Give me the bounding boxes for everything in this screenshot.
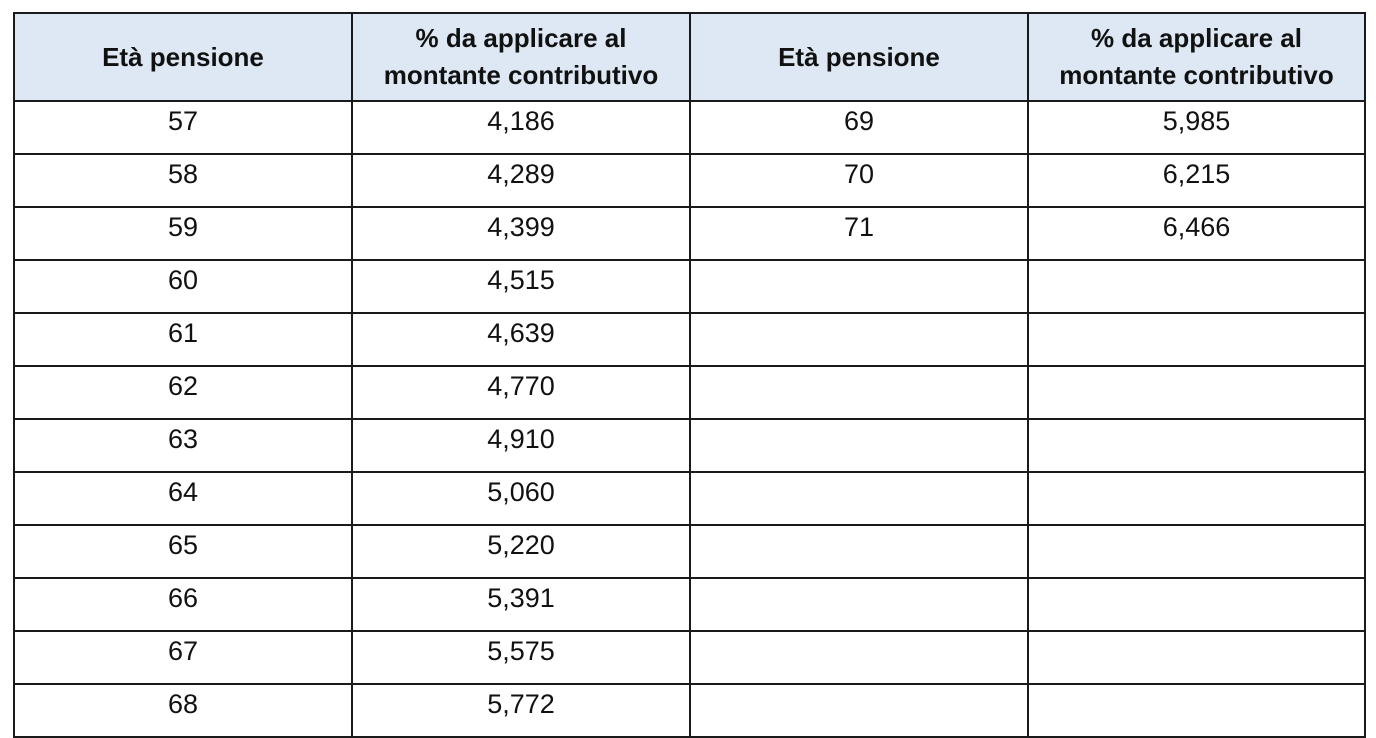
percentuale-cell	[1028, 578, 1365, 631]
eta-cell	[690, 472, 1028, 525]
eta-cell: 70	[690, 154, 1028, 207]
eta-cell	[690, 684, 1028, 737]
eta-cell: 64	[14, 472, 352, 525]
eta-cell: 63	[14, 419, 352, 472]
percentuale-cell: 4,910	[352, 419, 690, 472]
percentuale-cell: 6,215	[1028, 154, 1365, 207]
percentuale-cell: 4,639	[352, 313, 690, 366]
table-row	[14, 313, 1365, 366]
eta-cell	[690, 525, 1028, 578]
eta-cell	[690, 313, 1028, 366]
percentuale-cell	[1028, 631, 1365, 684]
eta-cell: 58	[14, 154, 352, 207]
pension-coefficients-table	[13, 12, 1366, 738]
percentuale-cell	[1028, 366, 1365, 419]
header-eta-pensione-1	[14, 13, 352, 101]
eta-cell: 57	[14, 101, 352, 154]
eta-cell	[690, 631, 1028, 684]
table-row	[14, 684, 1365, 737]
table-row	[14, 366, 1365, 419]
eta-cell: 61	[14, 313, 352, 366]
percentuale-cell	[1028, 419, 1365, 472]
table-row	[14, 154, 1365, 207]
percentuale-cell: 4,289	[352, 154, 690, 207]
table-row	[14, 578, 1365, 631]
percentuale-cell: 4,770	[352, 366, 690, 419]
percentuale-cell	[1028, 313, 1365, 366]
header-label: Età pensione	[778, 41, 940, 72]
eta-cell	[690, 260, 1028, 313]
eta-cell: 69	[690, 101, 1028, 154]
eta-cell: 68	[14, 684, 352, 737]
percentuale-cell: 5,985	[1028, 101, 1365, 154]
header-label-line2: montante contributivo	[1059, 60, 1334, 90]
percentuale-cell	[1028, 684, 1365, 737]
eta-cell: 59	[14, 207, 352, 260]
percentuale-cell: 5,060	[352, 472, 690, 525]
header-percentuale-1	[352, 13, 690, 101]
table-header	[14, 13, 1365, 101]
eta-cell	[690, 366, 1028, 419]
table-row	[14, 419, 1365, 472]
eta-cell: 62	[14, 366, 352, 419]
header-label: Età pensione	[102, 41, 264, 72]
eta-cell: 67	[14, 631, 352, 684]
table-row	[14, 631, 1365, 684]
table-row	[14, 260, 1365, 313]
header-row	[14, 13, 1365, 101]
eta-cell: 65	[14, 525, 352, 578]
eta-cell	[690, 578, 1028, 631]
header-label-line1: % da applicare al	[1091, 23, 1302, 53]
eta-cell	[690, 419, 1028, 472]
header-label-line1: % da applicare al	[415, 23, 627, 53]
percentuale-cell: 4,515	[352, 260, 690, 313]
header-percentuale-2	[1028, 13, 1365, 101]
eta-cell: 71	[690, 207, 1028, 260]
eta-cell: 66	[14, 578, 352, 631]
header-eta-pensione-2	[690, 13, 1028, 101]
percentuale-cell	[1028, 472, 1365, 525]
table-row	[14, 101, 1365, 154]
table-row	[14, 472, 1365, 525]
percentuale-cell: 5,575	[352, 631, 690, 684]
percentuale-cell: 4,186	[352, 101, 690, 154]
percentuale-cell: 5,391	[352, 578, 690, 631]
percentuale-cell: 4,399	[352, 207, 690, 260]
header-label-line2: montante contributivo	[383, 60, 659, 90]
percentuale-cell	[1028, 525, 1365, 578]
percentuale-cell	[1028, 260, 1365, 313]
table-row	[14, 525, 1365, 578]
eta-cell: 60	[14, 260, 352, 313]
percentuale-cell: 5,772	[352, 684, 690, 737]
percentuale-cell: 6,466	[1028, 207, 1365, 260]
table-row	[14, 207, 1365, 260]
table-body	[14, 101, 1365, 737]
percentuale-cell: 5,220	[352, 525, 690, 578]
